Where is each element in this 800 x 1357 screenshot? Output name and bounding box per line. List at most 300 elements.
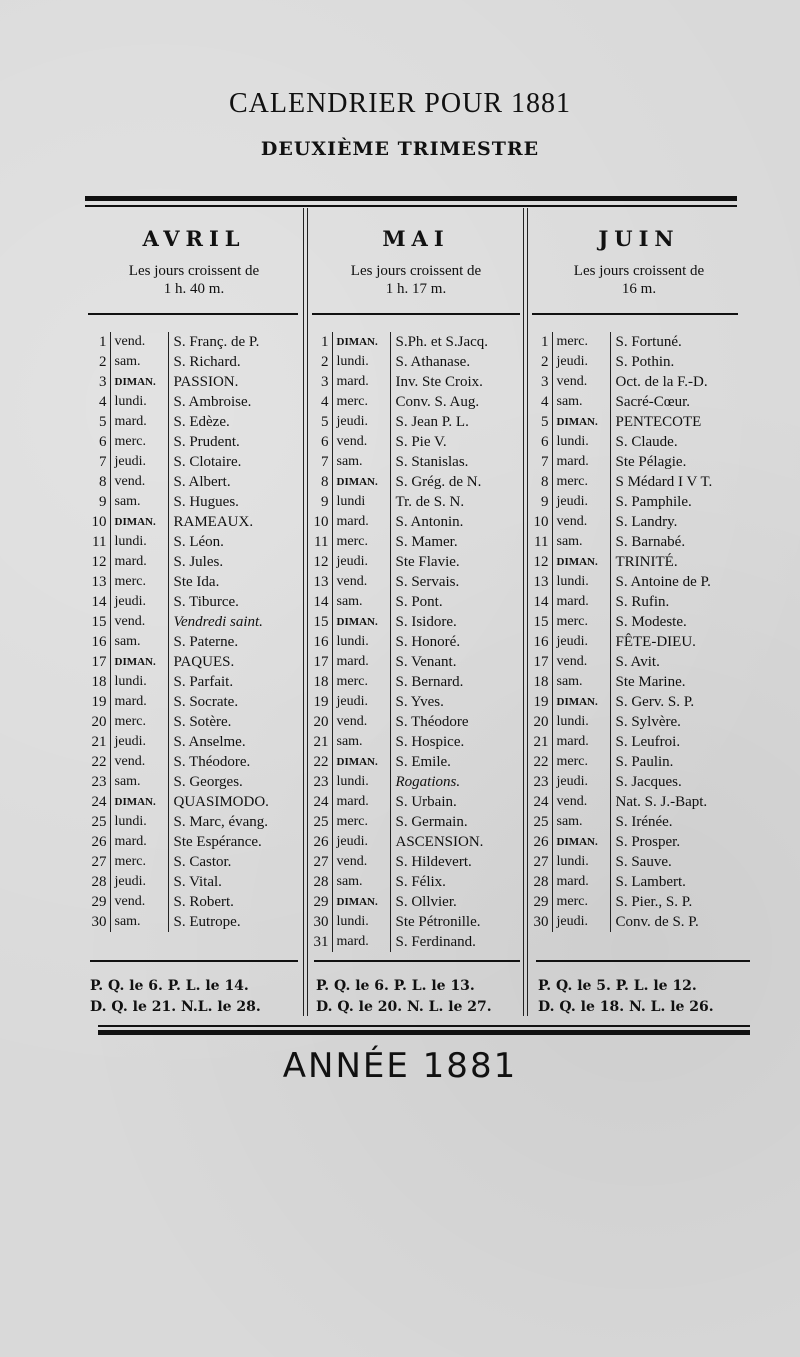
day-row bbox=[310, 772, 522, 792]
day-row bbox=[310, 932, 522, 952]
day-row bbox=[530, 752, 750, 772]
day-row bbox=[310, 612, 522, 632]
weekday: lundi. bbox=[110, 672, 168, 692]
day-number: 12 bbox=[530, 552, 552, 572]
weekday: mard. bbox=[110, 832, 168, 852]
weekday: DIMAN. bbox=[332, 472, 390, 492]
day-row bbox=[530, 832, 750, 852]
moon-phase-line: D. Q. le 20. N. L. le 27. bbox=[316, 999, 492, 1015]
day-number: 24 bbox=[530, 792, 552, 812]
saint-name: ASCENSION. bbox=[395, 834, 484, 850]
day-number: 12 bbox=[310, 552, 332, 572]
day-row bbox=[88, 892, 300, 912]
day-number: 25 bbox=[88, 812, 110, 832]
day-number: 10 bbox=[530, 512, 552, 532]
moon-phases-juin bbox=[538, 976, 714, 1018]
weekday: DIMAN. bbox=[552, 692, 610, 712]
day-number: 23 bbox=[310, 772, 332, 792]
day-number: 18 bbox=[88, 672, 110, 692]
saint-name: PENTECOTE bbox=[615, 414, 702, 430]
day-number: 13 bbox=[530, 572, 552, 592]
weekday: lundi bbox=[332, 492, 390, 512]
day-row bbox=[310, 832, 522, 852]
day-row bbox=[88, 732, 300, 752]
day-row bbox=[530, 792, 750, 812]
day-number: 3 bbox=[88, 372, 110, 392]
day-number: 10 bbox=[310, 512, 332, 532]
weekday: DIMAN. bbox=[552, 552, 610, 572]
day-row bbox=[530, 912, 750, 932]
saint-name: S. Sotère. bbox=[173, 714, 232, 730]
day-number: 28 bbox=[530, 872, 552, 892]
day-number: 6 bbox=[88, 432, 110, 452]
day-row bbox=[530, 772, 750, 792]
month-separator bbox=[523, 208, 524, 1016]
weekday: mard. bbox=[552, 732, 610, 752]
day-row bbox=[310, 552, 522, 572]
weekday: vend. bbox=[110, 332, 168, 352]
weekday: merc. bbox=[110, 432, 168, 452]
day-row bbox=[88, 912, 300, 932]
day-number: 24 bbox=[310, 792, 332, 812]
day-row bbox=[88, 712, 300, 732]
saint-name: S. Servais. bbox=[395, 574, 460, 590]
saint-name: S. Germain. bbox=[395, 814, 468, 830]
saint-name: S. Sauve. bbox=[615, 854, 672, 870]
day-number: 8 bbox=[310, 472, 332, 492]
saint-name: S. Isidore. bbox=[395, 614, 457, 630]
weekday: lundi. bbox=[110, 812, 168, 832]
saint-name: S. Modeste. bbox=[615, 614, 687, 630]
weekday: jeudi. bbox=[332, 552, 390, 572]
header-rule bbox=[532, 313, 738, 315]
day-row bbox=[530, 812, 750, 832]
day-row bbox=[530, 352, 750, 372]
day-number: 5 bbox=[530, 412, 552, 432]
day-number: 8 bbox=[530, 472, 552, 492]
day-number: 1 bbox=[88, 332, 110, 352]
saint-name: Ste Espérance. bbox=[173, 834, 262, 850]
saint-name: TRINITÉ. bbox=[615, 554, 678, 570]
day-row bbox=[310, 572, 522, 592]
day-row bbox=[88, 372, 300, 392]
month-note-line: Les jours croissent de bbox=[573, 263, 705, 279]
day-number: 28 bbox=[88, 872, 110, 892]
day-number: 28 bbox=[310, 872, 332, 892]
saint-name: S. Landry. bbox=[615, 514, 678, 530]
month-note-line: Les jours croissent de bbox=[128, 263, 260, 279]
day-row bbox=[530, 432, 750, 452]
saint-name: S. Antonin. bbox=[395, 514, 464, 530]
day-row bbox=[310, 912, 522, 932]
day-row bbox=[530, 592, 750, 612]
footer-rule bbox=[90, 960, 298, 962]
month-note-line: Les jours croissent de bbox=[350, 263, 482, 279]
day-row bbox=[530, 612, 750, 632]
day-number: 11 bbox=[88, 532, 110, 552]
saint-name: S. Parfait. bbox=[173, 674, 234, 690]
day-row bbox=[310, 372, 522, 392]
month-name-avril: AVRIL bbox=[142, 226, 246, 251]
day-row bbox=[310, 532, 522, 552]
weekday: mard. bbox=[332, 792, 390, 812]
weekday: sam. bbox=[110, 772, 168, 792]
day-row bbox=[88, 692, 300, 712]
weekday: lundi. bbox=[552, 852, 610, 872]
day-number: 17 bbox=[530, 652, 552, 672]
saint-name: S Médard I V T. bbox=[615, 474, 713, 490]
day-number: 21 bbox=[530, 732, 552, 752]
weekday: DIMAN. bbox=[110, 372, 168, 392]
saint-name: S. Leufroi. bbox=[615, 734, 681, 750]
saint-name: Oct. de la F.-D. bbox=[615, 374, 708, 390]
weekday: lundi. bbox=[332, 352, 390, 372]
day-row bbox=[88, 492, 300, 512]
saint-name: S. Jacques. bbox=[615, 774, 682, 790]
day-number: 1 bbox=[310, 332, 332, 352]
day-number: 11 bbox=[310, 532, 332, 552]
saint-name: S. Barnabé. bbox=[615, 534, 686, 550]
weekday: jeudi. bbox=[110, 452, 168, 472]
weekday: mard. bbox=[332, 372, 390, 392]
moon-phase-line: D. Q. le 18. N. L. le 26. bbox=[538, 999, 714, 1015]
day-number: 21 bbox=[310, 732, 332, 752]
saint-name: S. Hugues. bbox=[173, 494, 239, 510]
weekday: DIMAN. bbox=[332, 752, 390, 772]
weekday: merc. bbox=[332, 672, 390, 692]
saint-name: S. Antoine de P. bbox=[615, 574, 711, 590]
weekday: vend. bbox=[332, 852, 390, 872]
weekday: mard. bbox=[110, 692, 168, 712]
day-row bbox=[88, 352, 300, 372]
day-row bbox=[310, 592, 522, 612]
saint-name: Sacré-Cœur. bbox=[615, 394, 691, 410]
weekday: lundi. bbox=[552, 572, 610, 592]
saint-name: Rogations. bbox=[395, 774, 461, 790]
weekday: vend. bbox=[110, 892, 168, 912]
weekday: sam. bbox=[552, 392, 610, 412]
saint-name: S. Ambroise. bbox=[173, 394, 252, 410]
saint-name: S. Stanislas. bbox=[395, 454, 469, 470]
day-number: 30 bbox=[88, 912, 110, 932]
days-table-juin bbox=[530, 332, 750, 932]
day-row bbox=[88, 572, 300, 592]
saint-name: S. Vital. bbox=[173, 874, 222, 890]
day-number: 16 bbox=[88, 632, 110, 652]
weekday: lundi. bbox=[332, 912, 390, 932]
footer-rule bbox=[314, 960, 520, 962]
day-number: 8 bbox=[88, 472, 110, 492]
saint-name: Tr. de S. N. bbox=[395, 494, 465, 510]
weekday: lundi. bbox=[110, 532, 168, 552]
day-number: 13 bbox=[310, 572, 332, 592]
day-row bbox=[88, 832, 300, 852]
day-row bbox=[530, 372, 750, 392]
day-row bbox=[310, 672, 522, 692]
day-number: 14 bbox=[88, 592, 110, 612]
day-row bbox=[310, 732, 522, 752]
saint-name: S. Paulin. bbox=[615, 754, 674, 770]
day-number: 22 bbox=[530, 752, 552, 772]
saint-name: Vendredi saint. bbox=[173, 614, 263, 630]
saint-name: S. Sylvère. bbox=[615, 714, 681, 730]
day-number: 20 bbox=[530, 712, 552, 732]
month-note-line: 1 h. 40 m. bbox=[163, 281, 225, 297]
weekday: jeudi. bbox=[552, 632, 610, 652]
weekday: mard. bbox=[110, 412, 168, 432]
day-number: 23 bbox=[530, 772, 552, 792]
day-row bbox=[530, 652, 750, 672]
saint-name: S. Ferdinand. bbox=[395, 934, 476, 950]
day-number: 22 bbox=[310, 752, 332, 772]
day-row bbox=[88, 552, 300, 572]
bottom-rule-thin bbox=[98, 1025, 750, 1027]
day-number: 9 bbox=[530, 492, 552, 512]
day-number: 27 bbox=[310, 852, 332, 872]
saint-name: S. Urbain. bbox=[395, 794, 457, 810]
saint-name: S. Fortuné. bbox=[615, 334, 682, 350]
day-number: 19 bbox=[310, 692, 332, 712]
day-row bbox=[530, 892, 750, 912]
saint-name: S. Pamphile. bbox=[615, 494, 692, 510]
weekday: DIMAN. bbox=[110, 652, 168, 672]
weekday: merc. bbox=[332, 812, 390, 832]
weekday: jeudi. bbox=[332, 692, 390, 712]
saint-name: Inv. Ste Croix. bbox=[395, 374, 483, 390]
weekday: vend. bbox=[110, 612, 168, 632]
day-row bbox=[88, 752, 300, 772]
month-note-juin bbox=[530, 262, 748, 298]
saint-name: S. Tiburce. bbox=[173, 594, 239, 610]
saint-name: S. Félix. bbox=[395, 874, 446, 890]
saint-name: S. Prudent. bbox=[173, 434, 240, 450]
saint-name: S. Paterne. bbox=[173, 634, 239, 650]
days-table-avril bbox=[88, 332, 300, 932]
weekday: mard. bbox=[552, 592, 610, 612]
day-number: 18 bbox=[310, 672, 332, 692]
day-number: 15 bbox=[310, 612, 332, 632]
day-row bbox=[310, 512, 522, 532]
month-separator bbox=[307, 208, 308, 1016]
days-table-body bbox=[310, 332, 522, 952]
weekday: sam. bbox=[332, 872, 390, 892]
day-row bbox=[530, 492, 750, 512]
moon-phase-line: P. Q. le 6. P. L. le 13. bbox=[316, 978, 475, 994]
saint-name: S. Athanase. bbox=[395, 354, 471, 370]
page-subtitle: DEUXIÈME TRIMESTRE bbox=[260, 138, 540, 160]
saint-name: S. Grég. de N. bbox=[395, 474, 482, 490]
weekday: merc. bbox=[552, 472, 610, 492]
day-number: 26 bbox=[88, 832, 110, 852]
day-number: 29 bbox=[310, 892, 332, 912]
day-number: 4 bbox=[530, 392, 552, 412]
weekday: vend. bbox=[332, 432, 390, 452]
day-number: 21 bbox=[88, 732, 110, 752]
day-row bbox=[88, 532, 300, 552]
saint-name: S. Pie V. bbox=[395, 434, 447, 450]
weekday: mard. bbox=[332, 512, 390, 532]
weekday: sam. bbox=[110, 632, 168, 652]
saint-name: FÊTE-DIEU. bbox=[615, 634, 696, 650]
day-row bbox=[310, 352, 522, 372]
weekday: DIMAN. bbox=[552, 832, 610, 852]
month-note-line: 16 m. bbox=[621, 281, 657, 297]
weekday: merc. bbox=[552, 332, 610, 352]
weekday: merc. bbox=[110, 852, 168, 872]
day-row bbox=[310, 792, 522, 812]
day-row bbox=[530, 572, 750, 592]
day-number: 16 bbox=[310, 632, 332, 652]
day-number: 7 bbox=[310, 452, 332, 472]
weekday: sam. bbox=[552, 532, 610, 552]
weekday: sam. bbox=[332, 732, 390, 752]
bottom-rule-thick bbox=[98, 1030, 750, 1035]
month-note-mai bbox=[310, 262, 522, 298]
day-number: 6 bbox=[310, 432, 332, 452]
day-row bbox=[530, 452, 750, 472]
weekday: merc. bbox=[552, 892, 610, 912]
saint-name: S. Théodore. bbox=[173, 754, 251, 770]
saint-name: S. Jean P. L. bbox=[395, 414, 469, 430]
day-row bbox=[310, 752, 522, 772]
saint-name: S.Ph. et S.Jacq. bbox=[395, 334, 489, 350]
day-row bbox=[88, 452, 300, 472]
footer-rule bbox=[536, 960, 750, 962]
weekday: DIMAN. bbox=[110, 792, 168, 812]
day-number: 9 bbox=[88, 492, 110, 512]
weekday: jeudi. bbox=[110, 732, 168, 752]
day-row bbox=[530, 532, 750, 552]
day-row bbox=[88, 872, 300, 892]
day-number: 18 bbox=[530, 672, 552, 692]
day-row bbox=[310, 812, 522, 832]
day-row bbox=[530, 872, 750, 892]
saint-name: Conv. S. Aug. bbox=[395, 394, 480, 410]
saint-name: S. Clotaire. bbox=[173, 454, 242, 470]
day-row bbox=[88, 592, 300, 612]
saint-name: S. Pothin. bbox=[615, 354, 675, 370]
day-row bbox=[88, 812, 300, 832]
month-name-juin: JUIN bbox=[598, 226, 680, 251]
weekday: lundi. bbox=[552, 432, 610, 452]
weekday: DIMAN. bbox=[552, 412, 610, 432]
saint-name: S. Irénée. bbox=[615, 814, 673, 830]
day-number: 29 bbox=[88, 892, 110, 912]
weekday: vend. bbox=[110, 752, 168, 772]
saint-name: Nat. S. J.-Bapt. bbox=[615, 794, 708, 810]
saint-name: S. Claude. bbox=[615, 434, 678, 450]
saint-name: S. Socrate. bbox=[173, 694, 239, 710]
day-number: 22 bbox=[88, 752, 110, 772]
saint-name: S. Gerv. S. P. bbox=[615, 694, 695, 710]
saint-name: S. Anselme. bbox=[173, 734, 246, 750]
day-number: 30 bbox=[310, 912, 332, 932]
day-row bbox=[310, 412, 522, 432]
day-number: 17 bbox=[310, 652, 332, 672]
day-row bbox=[88, 392, 300, 412]
day-row bbox=[310, 892, 522, 912]
month-note-avril bbox=[88, 262, 300, 298]
saint-name: S. Bernard. bbox=[395, 674, 464, 690]
weekday: sam. bbox=[552, 672, 610, 692]
day-number: 15 bbox=[88, 612, 110, 632]
day-row bbox=[310, 692, 522, 712]
saint-name: Ste Pétronille. bbox=[395, 914, 481, 930]
saint-name: S. Honoré. bbox=[395, 634, 461, 650]
saint-name: S. Marc, évang. bbox=[173, 814, 269, 830]
day-number: 23 bbox=[88, 772, 110, 792]
saint-name: S. Robert. bbox=[173, 894, 234, 910]
saint-name: S. Prosper. bbox=[615, 834, 681, 850]
weekday: DIMAN. bbox=[332, 332, 390, 352]
day-number: 1 bbox=[530, 332, 552, 352]
weekday: merc. bbox=[332, 532, 390, 552]
saint-name: S. Hospice. bbox=[395, 734, 465, 750]
saint-name: S. Georges. bbox=[173, 774, 243, 790]
saint-name: Ste Pélagie. bbox=[615, 454, 687, 470]
days-table-body bbox=[88, 332, 300, 932]
day-number: 5 bbox=[310, 412, 332, 432]
header-rule bbox=[88, 313, 298, 315]
day-row bbox=[88, 412, 300, 432]
saint-name: Conv. de S. P. bbox=[615, 914, 699, 930]
day-number: 14 bbox=[530, 592, 552, 612]
moon-phase-line: P. Q. le 6. P. L. le 14. bbox=[90, 978, 249, 994]
day-row bbox=[530, 512, 750, 532]
day-row bbox=[530, 712, 750, 732]
days-table-mai bbox=[310, 332, 522, 952]
saint-name: S. Franç. de P. bbox=[173, 334, 260, 350]
day-number: 2 bbox=[530, 352, 552, 372]
day-row bbox=[530, 692, 750, 712]
saint-name: S. Venant. bbox=[395, 654, 457, 670]
day-row bbox=[88, 512, 300, 532]
day-number: 19 bbox=[530, 692, 552, 712]
day-row bbox=[310, 632, 522, 652]
day-row bbox=[530, 672, 750, 692]
day-row bbox=[530, 472, 750, 492]
day-row bbox=[310, 472, 522, 492]
day-row bbox=[310, 712, 522, 732]
weekday: sam. bbox=[552, 812, 610, 832]
saint-name: PAQUES. bbox=[173, 654, 235, 670]
weekday: sam. bbox=[110, 912, 168, 932]
weekday: lundi. bbox=[110, 392, 168, 412]
day-number: 25 bbox=[310, 812, 332, 832]
month-name-mai: MAI bbox=[382, 226, 450, 251]
weekday: sam. bbox=[110, 492, 168, 512]
weekday: jeudi. bbox=[552, 492, 610, 512]
saint-name: Ste Flavie. bbox=[395, 554, 460, 570]
day-number: 26 bbox=[530, 832, 552, 852]
day-number: 27 bbox=[530, 852, 552, 872]
day-row bbox=[530, 332, 750, 352]
day-row bbox=[310, 452, 522, 472]
day-row bbox=[88, 652, 300, 672]
day-row bbox=[88, 332, 300, 352]
weekday: vend. bbox=[552, 372, 610, 392]
weekday: mard. bbox=[552, 872, 610, 892]
weekday: mard. bbox=[332, 652, 390, 672]
moon-phase-line: P. Q. le 5. P. L. le 12. bbox=[538, 978, 697, 994]
saint-name: RAMEAUX. bbox=[173, 514, 254, 530]
weekday: merc. bbox=[552, 612, 610, 632]
day-row bbox=[310, 332, 522, 352]
weekday: lundi. bbox=[332, 632, 390, 652]
day-row bbox=[310, 652, 522, 672]
day-number: 30 bbox=[530, 912, 552, 932]
weekday: jeudi. bbox=[552, 772, 610, 792]
